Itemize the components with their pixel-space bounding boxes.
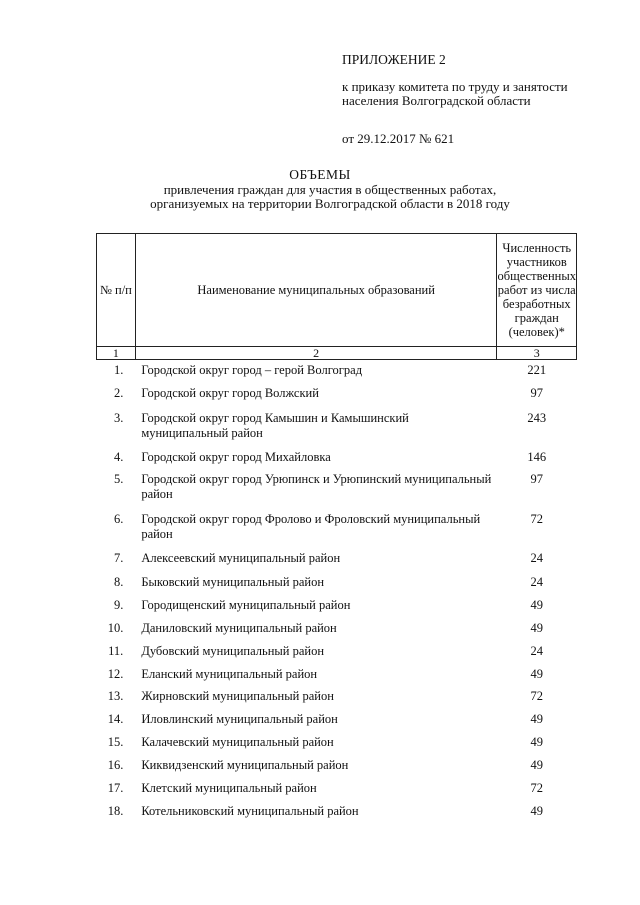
header-municipality-name: Наименование муниципальных образований <box>135 234 497 347</box>
municipality-name: Алексеевский муниципальный район <box>141 550 341 565</box>
row-number: 11. <box>108 643 124 658</box>
municipality-name: Еланский муниципальный район <box>141 666 318 681</box>
municipality-name: Городской округ город Михайловка <box>141 449 331 464</box>
participant-count: 49 <box>530 666 543 681</box>
municipality-name: Калачевский муниципальный район <box>141 734 334 749</box>
row-number: 9. <box>113 597 124 612</box>
participant-count: 72 <box>530 780 543 795</box>
row-number: 5. <box>113 471 124 486</box>
participant-count: 49 <box>530 597 543 612</box>
municipality-name: Киквидзенский муниципальный район <box>141 757 349 772</box>
participant-count: 49 <box>530 803 543 818</box>
document-title: ОБЪЕМЫ <box>289 167 351 182</box>
row-number: 13. <box>107 688 124 703</box>
table-row <box>97 686 577 709</box>
participant-count: 221 <box>527 363 547 377</box>
order-date-number: от 29.12.2017 № 621 <box>342 131 455 146</box>
table-row <box>97 664 577 686</box>
participant-count: 72 <box>530 688 543 703</box>
appendix-label: ПРИЛОЖЕНИЕ 2 <box>342 52 446 67</box>
municipality-name: Клетский муниципальный район <box>141 780 317 795</box>
participant-count: 49 <box>530 734 543 749</box>
participant-count: 24 <box>530 550 543 565</box>
participant-count: 24 <box>530 574 543 589</box>
municipality-name: Городской округ город Фролово и Фроловский муниципальный район <box>141 511 481 541</box>
row-number: 10. <box>107 620 124 635</box>
participant-count: 49 <box>530 711 543 726</box>
table-row <box>97 447 577 469</box>
column-number-2: 2 <box>135 347 497 360</box>
column-number-1: 1 <box>97 347 136 360</box>
table-row <box>97 382 577 407</box>
table-row <box>97 469 577 509</box>
row-number: 3. <box>113 410 124 425</box>
municipality-name: Даниловский муниципальный район <box>141 620 337 635</box>
participant-count: 49 <box>530 620 543 635</box>
participant-count: 49 <box>530 757 543 772</box>
row-number: 17. <box>107 780 124 795</box>
table-row <box>97 755 577 778</box>
table-row <box>97 709 577 732</box>
row-number: 2. <box>113 385 124 400</box>
municipality-name: Быковский муниципальный район <box>141 574 325 589</box>
municipality-name: Городской округ город Урюпинск и Урюпинский муниципальный район <box>141 471 492 501</box>
municipality-name: Городской округ город Волжский <box>141 385 319 400</box>
row-number: 16. <box>107 757 124 772</box>
order-reference: к приказу комитета по труду и занятости населения Волгоградской области <box>342 79 568 108</box>
municipality-name: Дубовский муниципальный район <box>141 643 325 658</box>
row-number: 4. <box>113 449 124 464</box>
participant-count: 97 <box>530 471 543 486</box>
table-row <box>97 778 577 801</box>
header-participant-count: Численность участников общественных работ из числа безработных граждан (человек)* <box>497 234 577 347</box>
row-number: 6. <box>113 511 124 526</box>
header-number: № п/п <box>97 234 136 347</box>
column-number-3: 3 <box>497 347 577 360</box>
participant-count: 72 <box>530 511 543 526</box>
volumes-table <box>96 233 577 824</box>
table-row <box>97 360 577 382</box>
table-row <box>97 732 577 755</box>
municipality-name: Жирновский муниципальный район <box>141 688 334 703</box>
row-number: 12. <box>107 666 124 681</box>
table-row <box>97 547 577 571</box>
document-subtitle: привлечения граждан для участия в общественных работах, организуемых на территории Волгоградской области в 2018 году <box>150 182 510 211</box>
participant-count: 243 <box>527 410 547 425</box>
municipality-name: Городской округ город – герой Волгоград <box>141 363 363 377</box>
table-row <box>97 801 577 824</box>
municipality-name: Городищенский муниципальный район <box>141 597 351 612</box>
table-row <box>97 641 577 664</box>
row-number: 14. <box>107 711 124 726</box>
row-number: 1. <box>113 363 124 377</box>
row-number: 8. <box>113 574 124 589</box>
participant-count: 146 <box>527 449 547 464</box>
table-row <box>97 618 577 641</box>
table-row <box>97 509 577 547</box>
row-number: 18. <box>107 803 124 818</box>
municipality-name: Котельниковский муниципальный район <box>141 803 359 818</box>
row-number: 15. <box>107 734 124 749</box>
table-row <box>97 407 577 447</box>
row-number: 7. <box>113 550 124 565</box>
municipality-name: Иловлинский муниципальный район <box>141 711 338 726</box>
table-row <box>97 595 577 618</box>
participant-count: 24 <box>530 643 543 658</box>
table-row <box>97 571 577 595</box>
municipality-name: Городской округ город Камышин и Камышинский муниципальный район <box>141 410 409 440</box>
participant-count: 97 <box>530 385 543 400</box>
